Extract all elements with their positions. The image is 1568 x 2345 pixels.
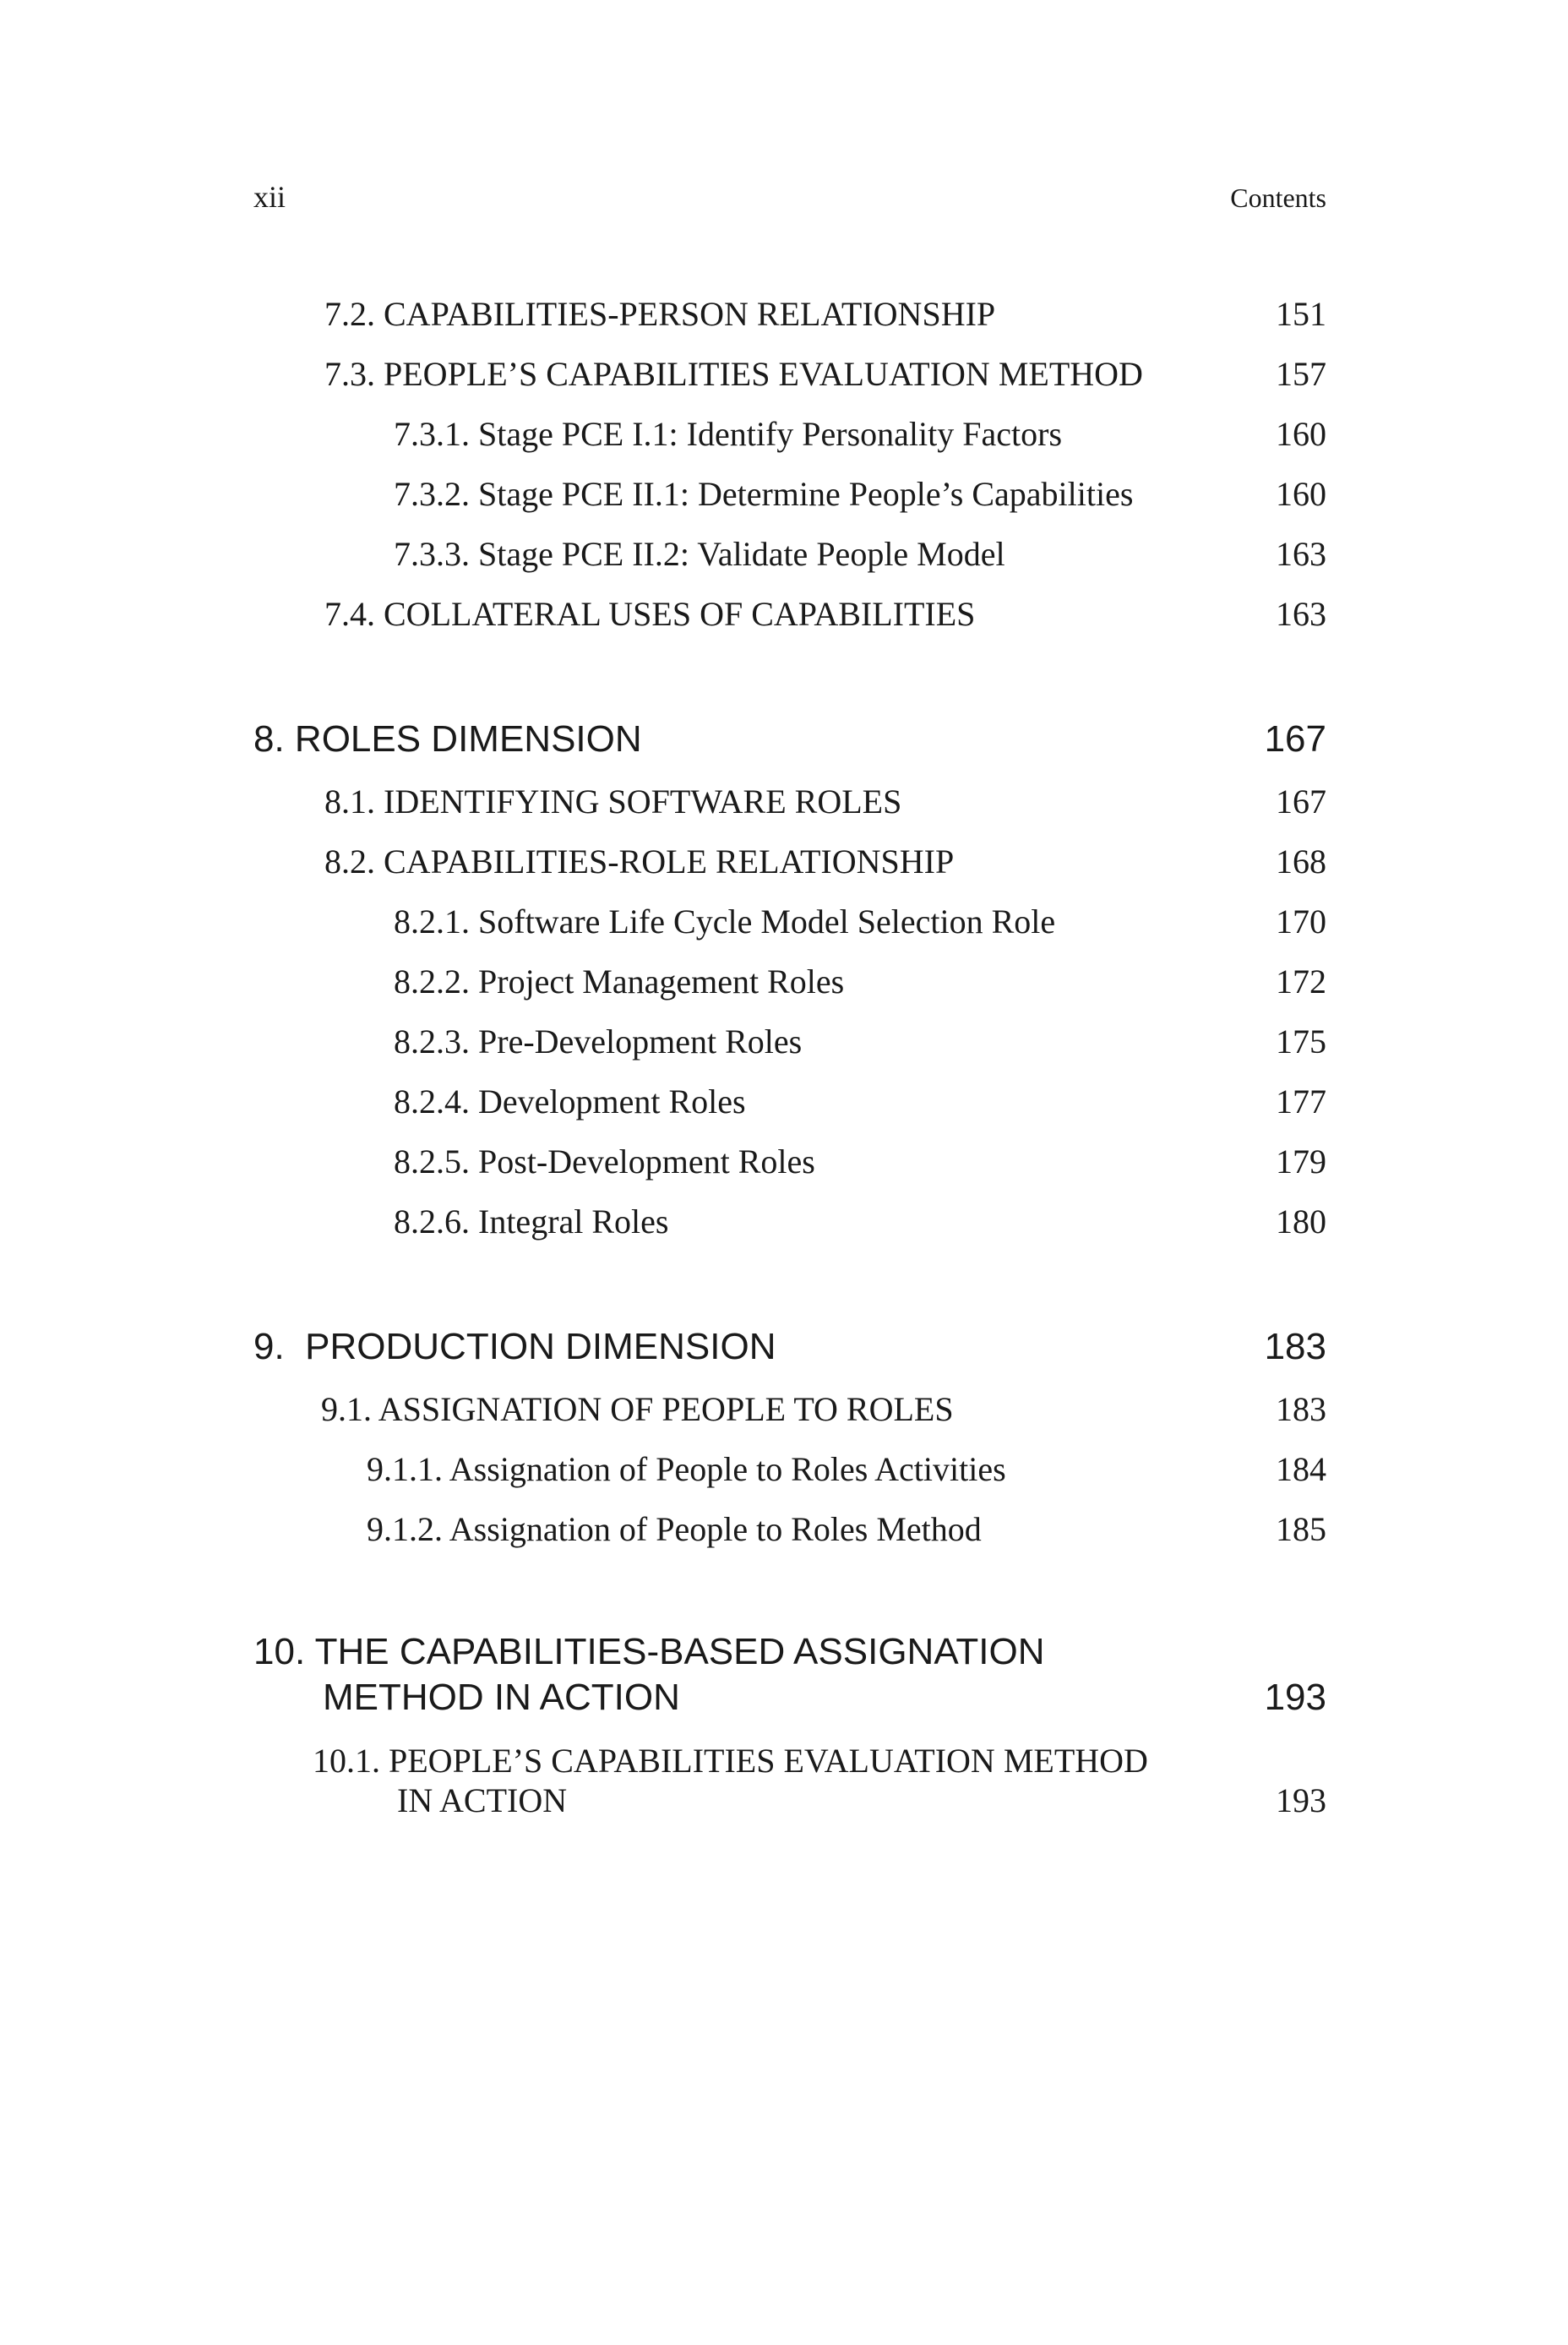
toc-entry-page: 163 xyxy=(1276,535,1326,573)
toc-entry-label: 7.3.1. Stage PCE I.1: Identify Personality Factors xyxy=(394,415,1063,453)
toc-entry-page: 172 xyxy=(1276,963,1326,1001)
toc-entry-label: 8.1. IDENTIFYING SOFTWARE ROLES xyxy=(324,783,902,821)
toc-entry-page: 160 xyxy=(1276,475,1326,513)
toc-entry-label: 8.2.5. Post-Development Roles xyxy=(394,1143,815,1181)
toc-entry-page: 185 xyxy=(1276,1510,1326,1548)
toc-entry-label: 7.3.2. Stage PCE II.1: Determine People’s Capabilities xyxy=(394,475,1134,513)
toc-entry-page: 170 xyxy=(1276,903,1326,941)
toc-entry-label: 8.2.2. Project Management Roles xyxy=(394,963,845,1001)
toc-chapter-page: 183 xyxy=(1264,1326,1326,1367)
page-number: xii xyxy=(253,180,286,214)
toc-entry-label: 9.1.2. Assignation of People to Roles Method xyxy=(367,1510,982,1548)
toc-entry-page: 175 xyxy=(1276,1023,1326,1061)
toc-entry-label: 8.2.3. Pre-Development Roles xyxy=(394,1023,803,1061)
toc-entry-label: IN ACTION xyxy=(397,1781,568,1819)
toc-entry-label: 8.2.6. Integral Roles xyxy=(394,1202,669,1241)
toc-entry-label: 8.2. CAPABILITIES-ROLE RELATIONSHIP xyxy=(324,843,955,881)
toc-entry-label: 8.2.1. Software Life Cycle Model Selection Role xyxy=(394,903,1056,941)
toc-entry-label: 7.3.3. Stage PCE II.2: Validate People Model xyxy=(394,535,1005,573)
toc-entry-label: 7.2. CAPABILITIES-PERSON RELATIONSHIP xyxy=(324,295,996,333)
toc-chapter-label: 8. ROLES DIMENSION xyxy=(253,718,642,760)
toc-entry-page: 163 xyxy=(1276,595,1326,633)
toc-entry-page: 157 xyxy=(1276,355,1326,393)
toc-chapter-label: METHOD IN ACTION xyxy=(323,1677,680,1718)
toc-entry-page: 180 xyxy=(1276,1202,1326,1241)
toc-entry-page: 167 xyxy=(1276,783,1326,821)
toc-entry-label: 9.1. ASSIGNATION OF PEOPLE TO ROLES xyxy=(321,1390,954,1428)
toc-entry-page: 177 xyxy=(1276,1083,1326,1121)
toc-entry-page: 184 xyxy=(1276,1450,1326,1488)
toc-entry-page: 183 xyxy=(1276,1390,1326,1428)
toc-entry-page: 168 xyxy=(1276,843,1326,881)
toc-entry-page: 193 xyxy=(1276,1781,1326,1819)
toc-chapter-page: 167 xyxy=(1264,718,1326,760)
toc-entry-label: 9.1.1. Assignation of People to Roles Activities xyxy=(367,1450,1006,1488)
toc-entry-page: 151 xyxy=(1276,295,1326,333)
toc-chapter-page: 193 xyxy=(1264,1677,1326,1718)
toc-chapter-label: 10. THE CAPABILITIES-BASED ASSIGNATION xyxy=(253,1631,1045,1672)
toc-entry-page: 179 xyxy=(1276,1143,1326,1181)
toc-entry-label: 7.3. PEOPLE’S CAPABILITIES EVALUATION METHOD xyxy=(324,355,1143,393)
running-title: Contents xyxy=(1230,183,1326,213)
toc-chapter-label: 9. PRODUCTION DIMENSION xyxy=(253,1326,776,1367)
toc-entry-label: 10.1. PEOPLE’S CAPABILITIES EVALUATION METHOD xyxy=(313,1742,1148,1780)
toc-entry-label: 7.4. COLLATERAL USES OF CAPABILITIES xyxy=(324,595,976,633)
toc-entry-page: 160 xyxy=(1276,415,1326,453)
toc-entry-label: 8.2.4. Development Roles xyxy=(394,1083,746,1121)
